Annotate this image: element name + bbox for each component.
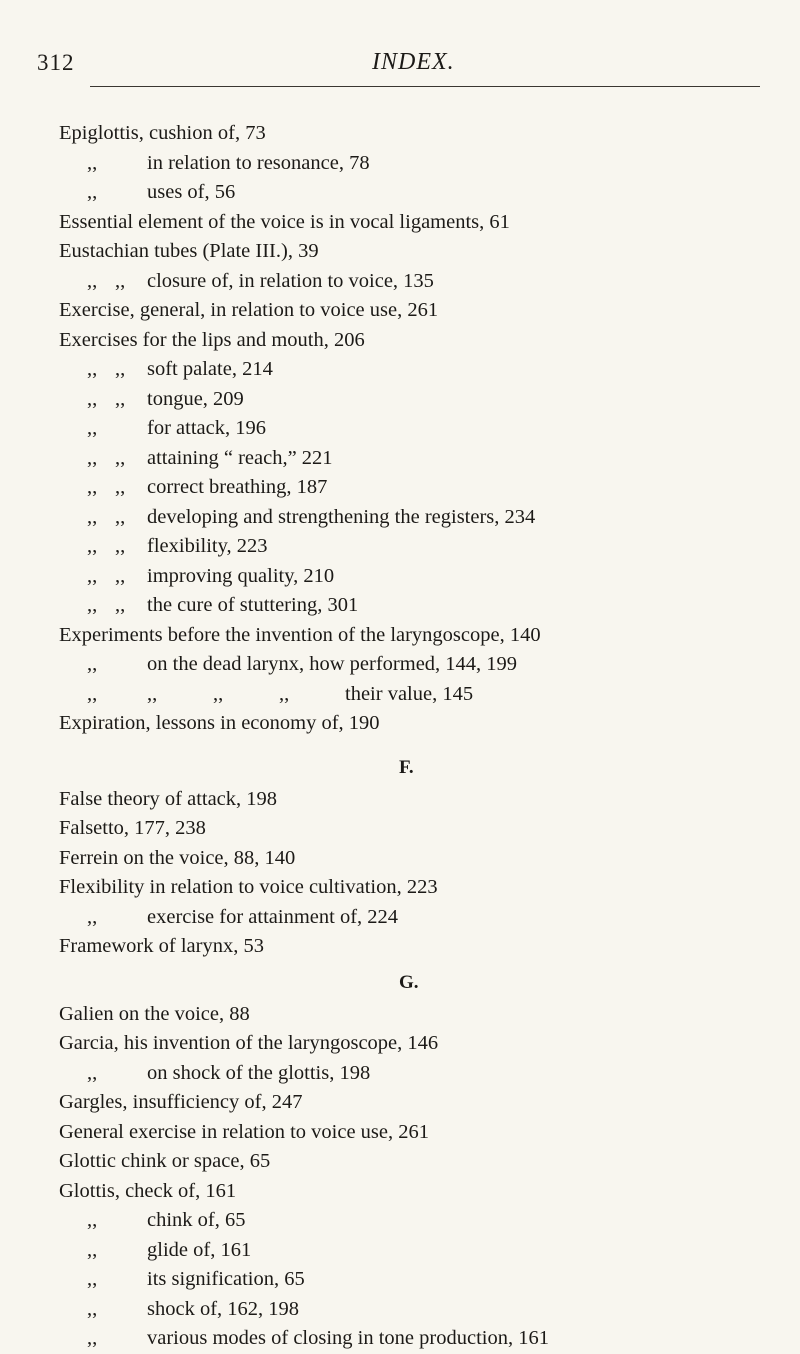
ditto-mark: ,,	[87, 594, 98, 616]
entry-text: Ferrein on the voice, 88, 140	[59, 846, 296, 869]
header-rule	[90, 86, 760, 87]
entry-text: General exercise in relation to voice use, 261	[59, 1120, 429, 1143]
entry-text: Experiments before the invention of the laryngoscope, 140	[59, 623, 541, 646]
ditto-mark: ,,	[115, 358, 126, 380]
index-entry	[59, 1118, 799, 1148]
index-entry	[59, 680, 799, 710]
ditto-mark: ,,	[147, 682, 158, 705]
ditto-mark: ,,	[87, 1268, 98, 1290]
entry-text: exercise for attainment of, 224	[147, 905, 399, 928]
ditto-mark: ,,	[115, 269, 126, 292]
ditto-mark: ,,	[87, 417, 98, 439]
index-entry	[59, 1295, 799, 1325]
index-entry	[59, 1206, 799, 1236]
entry-text: Essential element of the voice is in vocal ligaments, 61	[59, 210, 510, 233]
ditto-mark: ,,	[279, 682, 290, 705]
entry-text: correct breathing, 187	[147, 476, 328, 498]
index-entry	[59, 503, 799, 533]
index-entry	[59, 532, 799, 562]
ditto-mark: ,,	[115, 476, 126, 498]
index-entry	[59, 267, 799, 297]
ditto-mark: ,,	[87, 1327, 98, 1349]
ditto-mark: ,,	[87, 905, 98, 928]
entry-text: Falsetto, 177, 238	[59, 817, 206, 839]
entry-text: their value, 145	[345, 682, 474, 705]
index-section-f	[59, 785, 799, 962]
ditto-mark: ,,	[115, 387, 126, 410]
ditto-mark: ,,	[115, 594, 126, 616]
ditto-mark: ,,	[87, 1297, 98, 1320]
letter-heading-g: G.	[399, 971, 419, 993]
index-entry	[59, 621, 799, 651]
ditto-mark: ,,	[87, 1209, 98, 1231]
section-gap	[59, 739, 799, 747]
index-entry	[59, 119, 799, 149]
index-entry	[59, 650, 799, 680]
entry-text: Gargles, insufficiency of, 247	[59, 1091, 303, 1113]
entry-text: on shock of the glottis, 198	[147, 1061, 371, 1084]
index-entry	[59, 355, 799, 385]
ditto-mark: ,,	[87, 476, 98, 498]
index-entry	[59, 149, 799, 179]
ditto-mark: ,,	[115, 564, 126, 587]
entry-text: on the dead larynx, how performed, 144, 199	[147, 653, 518, 675]
letter-heading-f: F.	[399, 756, 414, 778]
entry-text: chink of, 65	[147, 1209, 246, 1231]
index-entry	[59, 1000, 799, 1030]
ditto-mark: ,,	[87, 387, 98, 410]
ditto-mark: ,,	[87, 505, 98, 528]
page-number: 312	[37, 50, 75, 75]
index-entry	[59, 814, 799, 844]
ditto-mark: ,,	[87, 269, 98, 292]
ditto-mark: ,,	[115, 535, 126, 557]
entry-text: tongue, 209	[147, 387, 244, 410]
entry-text: uses of, 56	[147, 181, 236, 203]
entry-text: glide of, 161	[147, 1238, 252, 1261]
entry-text: soft palate, 214	[147, 358, 273, 380]
entry-text: the cure of stuttering, 301	[147, 594, 359, 616]
index-entry	[59, 1029, 799, 1059]
entry-text: attaining “ reach,” 221	[147, 446, 333, 469]
index-entry	[59, 473, 799, 503]
index-entry	[59, 414, 799, 444]
entry-text: its signification, 65	[147, 1268, 305, 1290]
index-entry	[59, 178, 799, 208]
ditto-mark: ,,	[87, 682, 98, 705]
index-entry	[59, 237, 799, 267]
ditto-mark: ,,	[87, 1238, 98, 1261]
running-head: INDEX.	[372, 49, 455, 75]
entry-text: Flexibility in relation to voice cultivation, 223	[59, 876, 438, 898]
index-entry	[59, 1177, 799, 1207]
ditto-mark: ,,	[87, 181, 98, 203]
entry-text: Glottis, check of, 161	[59, 1179, 237, 1202]
index-entry	[59, 562, 799, 592]
index-entry	[59, 844, 799, 874]
entry-text: various modes of closing in tone production, 161	[147, 1327, 549, 1349]
index-entry	[59, 208, 799, 238]
index-entry	[59, 1324, 799, 1354]
index-entry	[59, 903, 799, 933]
entry-text: for attack, 196	[147, 417, 266, 439]
index-entry	[59, 444, 799, 474]
index-entry	[59, 873, 799, 903]
entry-text: Exercises for the lips and mouth, 206	[59, 328, 365, 351]
entry-text: Exercise, general, in relation to voice use, 261	[59, 299, 439, 321]
entry-text: Galien on the voice, 88	[59, 1002, 250, 1025]
ditto-mark: ,,	[87, 535, 98, 557]
index-entry	[59, 932, 799, 962]
entry-text: False theory of attack, 198	[59, 787, 278, 810]
index-entry	[59, 1059, 799, 1089]
ditto-mark: ,,	[115, 446, 126, 469]
index-section-e	[59, 119, 799, 739]
index-entry	[59, 785, 799, 815]
ditto-mark: ,,	[87, 151, 98, 174]
entry-text: in relation to resonance, 78	[147, 151, 370, 174]
index-entry	[59, 326, 799, 356]
ditto-mark: ,,	[87, 1061, 98, 1084]
ditto-mark: ,,	[87, 446, 98, 469]
ditto-mark: ,,	[87, 358, 98, 380]
entry-text: Eustachian tubes (Plate III.), 39	[59, 240, 319, 262]
index-entry	[59, 1147, 799, 1177]
entry-text: closure of, in relation to voice, 135	[147, 269, 434, 292]
index-entry	[59, 709, 799, 739]
index-body	[59, 119, 799, 1354]
ditto-mark: ,,	[115, 505, 126, 528]
index-entry	[59, 591, 799, 621]
entry-text: Glottic chink or space, 65	[59, 1150, 271, 1172]
ditto-mark: ,,	[87, 653, 98, 675]
ditto-mark: ,,	[87, 564, 98, 587]
index-entry	[59, 1236, 799, 1266]
entry-text: Epiglottis, cushion of, 73	[59, 122, 266, 144]
index-entry	[59, 296, 799, 326]
index-entry	[59, 1088, 799, 1118]
entry-text: Garcia, his invention of the laryngoscope, 146	[59, 1032, 439, 1054]
ditto-mark: ,,	[213, 682, 224, 705]
index-entry	[59, 1265, 799, 1295]
entry-text: flexibility, 223	[147, 535, 268, 557]
entry-text: Framework of larynx, 53	[59, 935, 264, 957]
entry-text: improving quality, 210	[147, 564, 335, 587]
entry-text: developing and strengthening the registers, 234	[147, 505, 536, 528]
index-entry	[59, 385, 799, 415]
entry-text: Expiration, lessons in economy of, 190	[59, 712, 380, 734]
entry-text: shock of, 162, 198	[147, 1297, 300, 1320]
index-section-g	[59, 1000, 799, 1354]
